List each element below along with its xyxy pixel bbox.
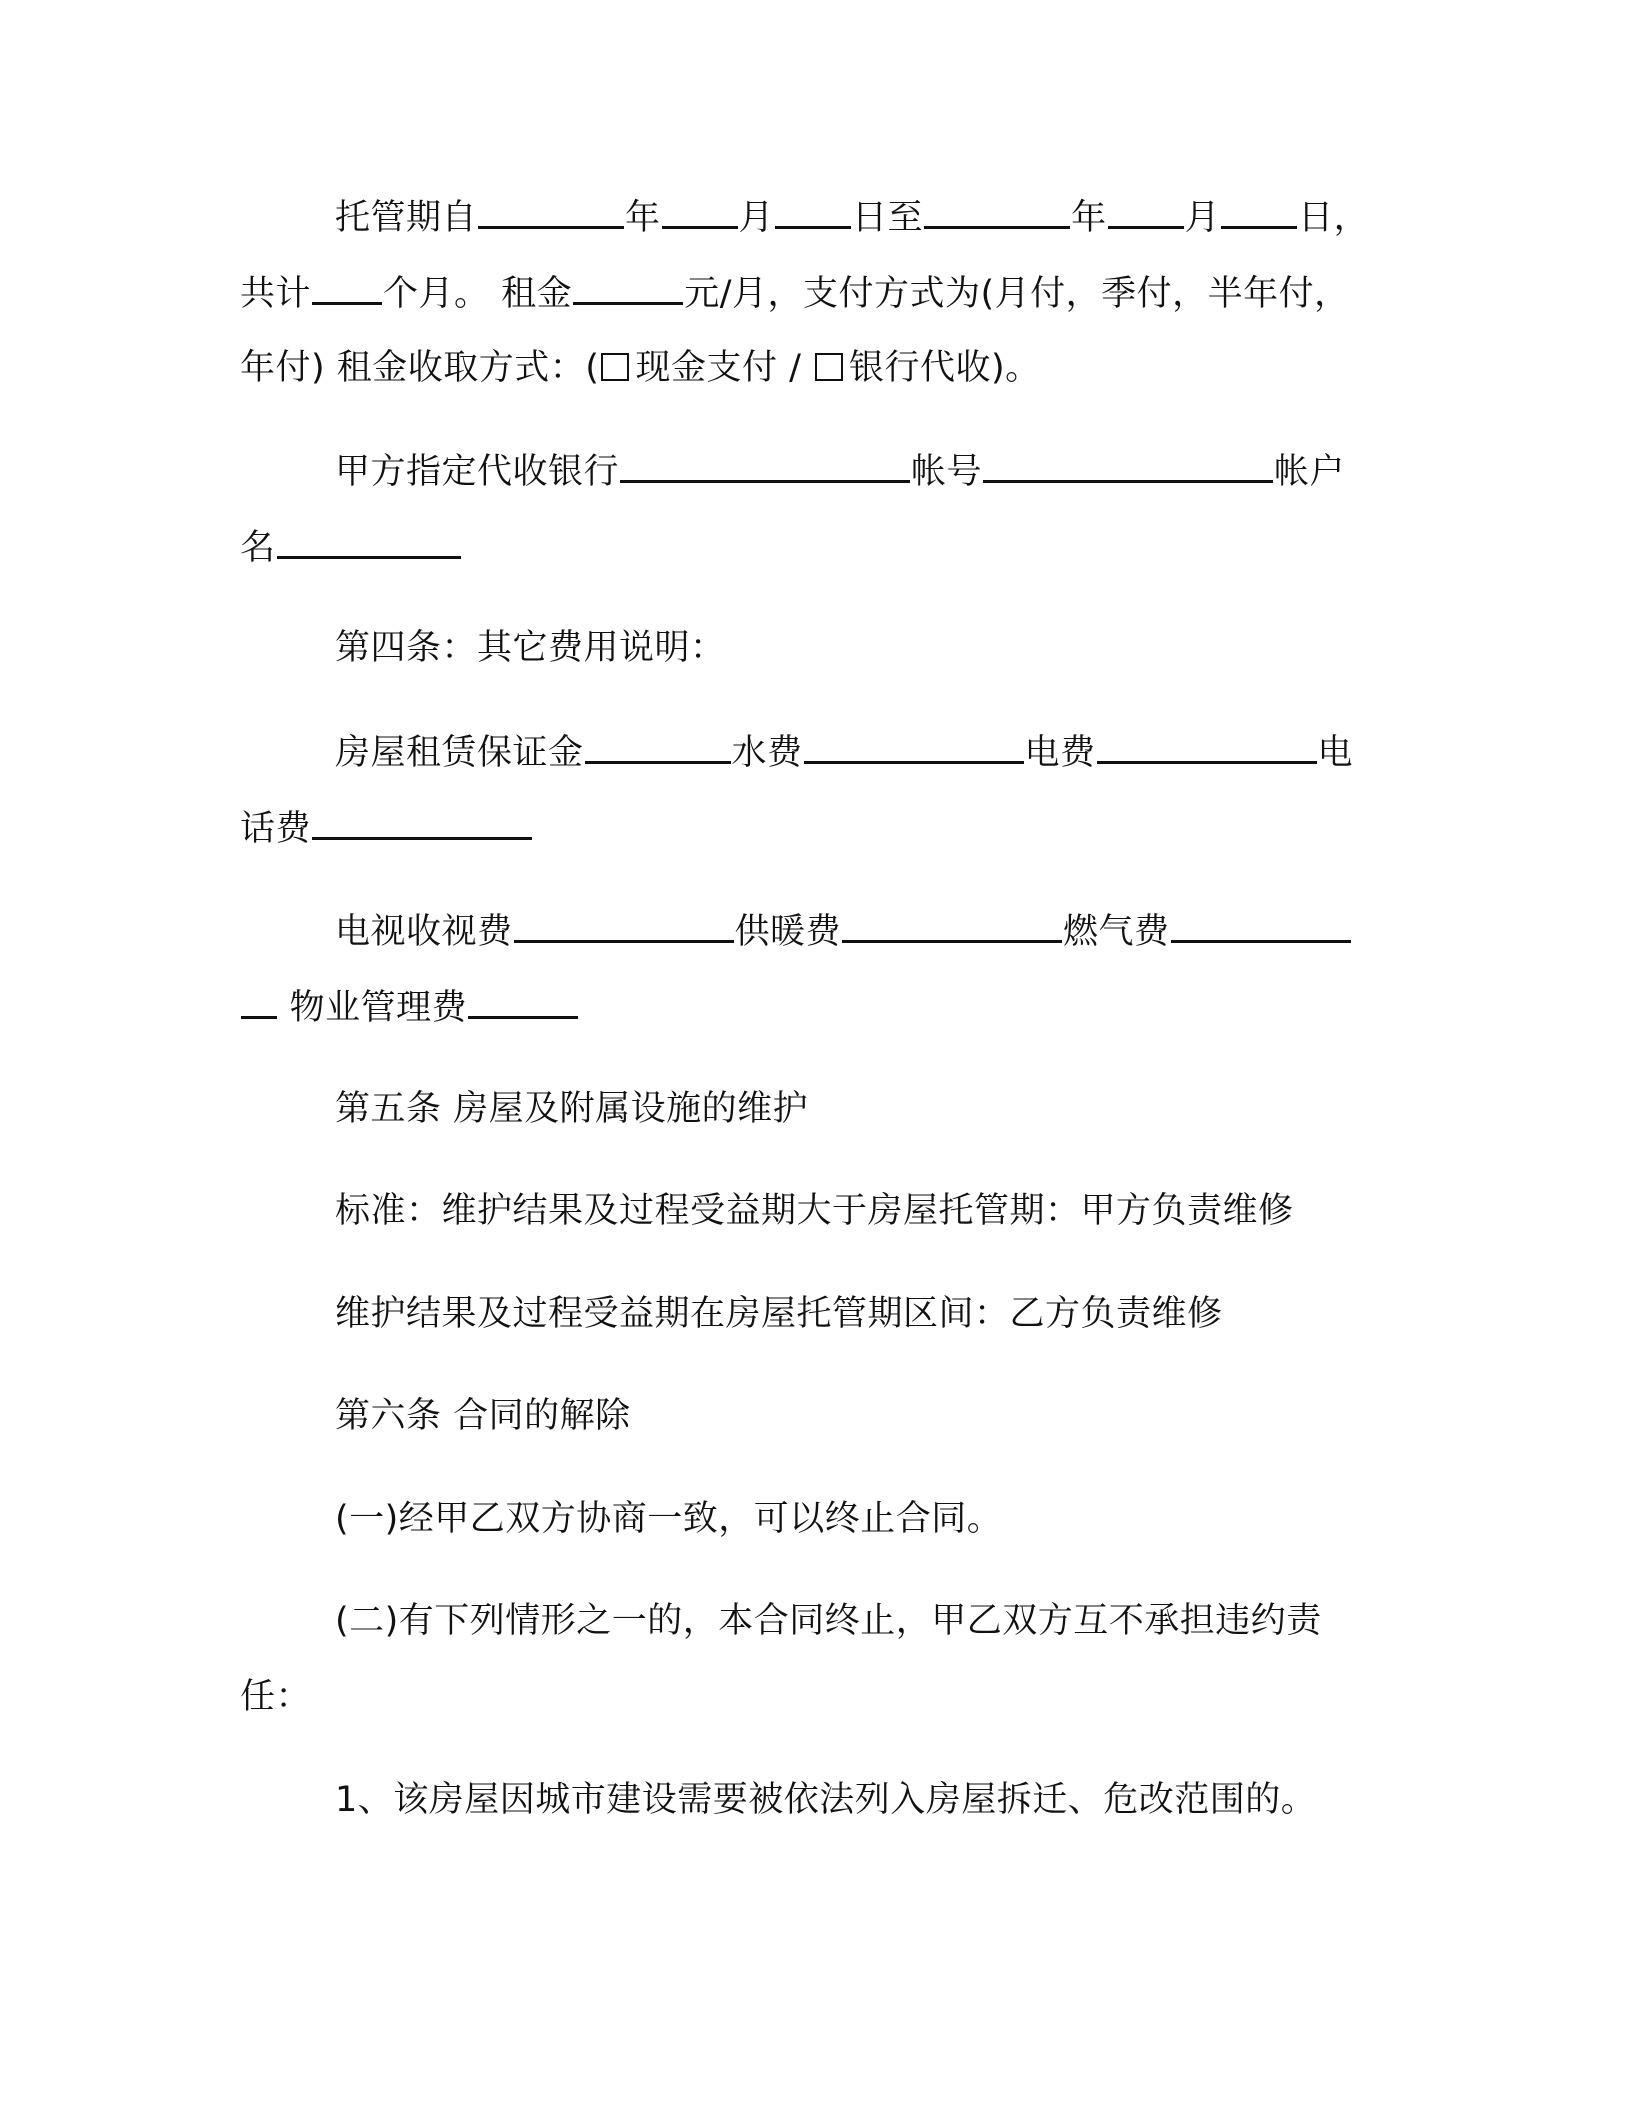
total-months-blank[interactable] [312,268,382,305]
bank-label: 甲方指定代收银行 [335,452,620,492]
day-end-label: 日， [1298,198,1370,238]
property-blank[interactable] [468,982,578,1019]
payment-method-line [240,344,1041,392]
day-to-label: 日至 [852,198,924,238]
deposit-label: 房屋租赁保证金 [335,733,584,773]
end-month-blank[interactable] [1108,192,1184,229]
rent-label: 租金 [501,274,573,314]
start-month-blank[interactable] [662,192,738,229]
custody-label: 托管期自 [335,198,478,238]
tv-label: 电视收视费 [335,912,513,952]
holder-label-a: 帐户 [1274,452,1346,492]
fees-line-1 [335,727,1353,777]
custody-period-line [335,192,1369,242]
year-label-2: 年 [1071,198,1107,238]
end-year-blank[interactable] [924,192,1070,229]
month-label: 月 [738,198,775,238]
fees-line-3 [335,906,1352,956]
holder-line [240,522,462,572]
holder-label-b: 名 [240,528,276,568]
article6-item2-line1: (二)有下列情形之一的，本合同终止，甲乙双方互不承担违约责 [335,1601,1322,1641]
gas-blank[interactable] [1171,906,1351,943]
property-label: 物业管理费 [289,988,468,1028]
article6-title: 第六条 合同的解除 [335,1396,631,1436]
article5-standard-a: 标准：维护结果及过程受益期大于房屋托管期：甲方负责维修 [335,1191,1294,1231]
article6-item1: (一)经甲乙双方协商一致，可以终止合同。 [335,1499,1003,1539]
months-unit-label: 个月。 [383,274,490,314]
account-label: 帐号 [911,452,983,492]
start-year-blank[interactable] [478,192,624,229]
month-label-2: 月 [1184,198,1221,238]
end-day-blank[interactable] [1221,192,1297,229]
water-label: 水费 [731,733,803,773]
electricity-label: 电费 [1024,733,1096,773]
article5-standard-b: 维护结果及过程受益期在房屋托管期区间：乙方负责维修 [335,1294,1223,1334]
account-holder-blank[interactable] [277,522,461,559]
cash-label: 现金支付 / [635,348,802,388]
total-label: 共计 [240,274,312,314]
gas-label: 燃气费 [1063,912,1170,952]
bank-checkbox[interactable] [815,353,843,381]
fees-line-4 [240,982,579,1032]
bank-line [335,446,1345,496]
tv-blank[interactable] [514,906,734,943]
cash-checkbox[interactable] [601,353,629,381]
bank-name-blank[interactable] [620,446,910,483]
start-day-blank[interactable] [775,192,851,229]
article6-item2-line2: 任： [240,1677,312,1717]
phone-label-b: 话费 [240,809,312,849]
phone-label-a: 电 [1317,733,1354,773]
phone-blank[interactable] [312,803,532,840]
rent-unit-label: 元/月，支付方式为(月付，季付，半年付， [684,274,1350,314]
deposit-blank[interactable] [585,727,731,764]
fees-line-2 [240,803,533,853]
year-label: 年 [625,198,661,238]
heating-blank[interactable] [842,906,1062,943]
water-blank[interactable] [804,727,1024,764]
electricity-blank[interactable] [1097,727,1317,764]
article5-title: 第五条 房屋及附属设施的维护 [335,1089,809,1129]
gas-blank-continued[interactable] [241,982,277,1019]
article6-sub1: 1、该房屋因城市建设需要被依法列入房屋拆迁、危改范围的。 [335,1780,1317,1820]
heating-label: 供暖费 [734,912,842,952]
rent-amount-blank[interactable] [573,268,683,305]
rent-line [240,268,1350,318]
payment-method-label: 年付) 租金收取方式：( [240,348,600,388]
article4-title: 第四条：其它费用说明： [335,628,726,668]
bank-label: 银行代收)。 [849,348,1041,388]
account-number-blank[interactable] [983,446,1273,483]
